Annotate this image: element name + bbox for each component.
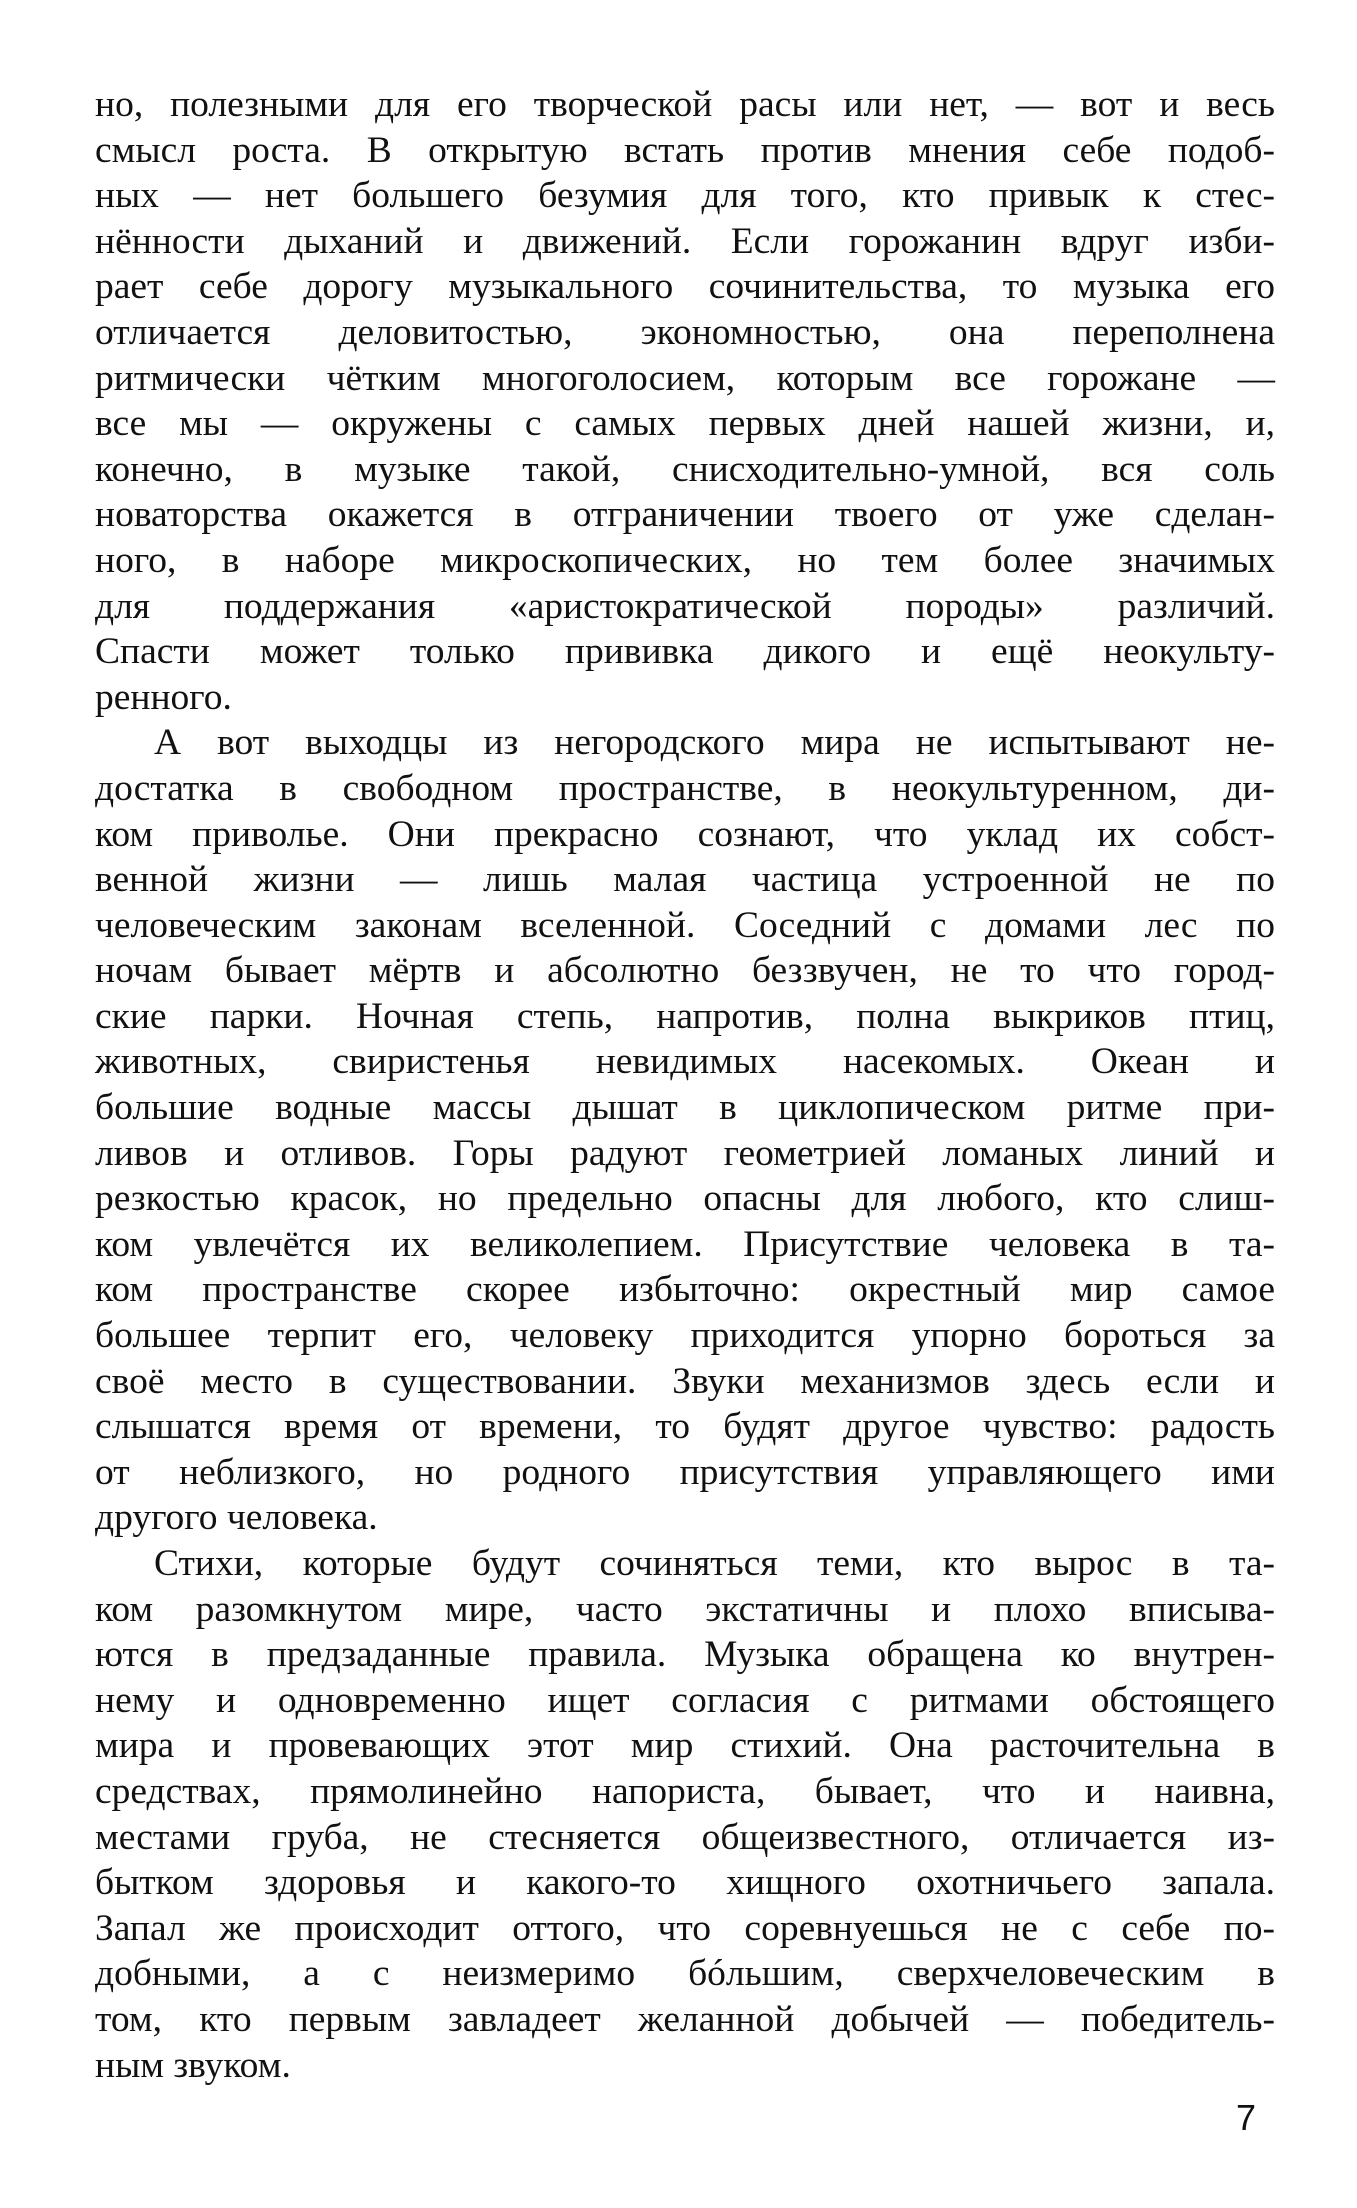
text-line: рает себе дорогу музыкального сочинительства, то музыка его xyxy=(95,266,1275,308)
text-line: бытком здоровья и какого-то хищного охотничьего запала. xyxy=(95,1862,1275,1904)
text-line: добными, а с неизмеримо бóльшим, сверхчеловеческим в xyxy=(95,1953,1275,1995)
text-line: том, кто первым завладеет желанной добычей — победитель- xyxy=(95,1998,1275,2040)
text-line: ных — нет большего безумия для того, кто привык к стес- xyxy=(95,175,1275,217)
text-line: ком пространстве скорее избыточно: окрестный мир самое xyxy=(95,1269,1275,1311)
text-line: ются в предзаданные правила. Музыка обращена ко внутрен- xyxy=(95,1634,1275,1676)
text-line: ным звуком. xyxy=(95,2044,291,2086)
text-line: ком приволье. Они прекрасно сознают, что уклад их собст- xyxy=(95,813,1275,855)
paragraph-1 xyxy=(95,82,1275,720)
text-line: большее терпит его, человеку приходится упорно бороться за xyxy=(95,1315,1275,1357)
text-line: ренного. xyxy=(95,676,232,718)
text-line: нему и одновременно ищет согласия с ритмами обстоящего xyxy=(95,1679,1275,1721)
text-line: местами груба, не стесняется общеизвестного, отличается из- xyxy=(95,1816,1275,1858)
paragraph-3 xyxy=(95,1541,1275,2088)
text-line: венной жизни — лишь малая частица устроенной не по xyxy=(95,859,1275,901)
text-line: средствах, прямолинейно напориста, бывает, что и наивна, xyxy=(95,1770,1275,1812)
text-line: нённости дыханий и движений. Если горожанин вдруг изби- xyxy=(95,220,1275,262)
text-line: от неблизкого, но родного присутствия управляющего ими xyxy=(95,1451,1275,1493)
text-line: человеческим законам вселенной. Соседний с домами лес по xyxy=(95,904,1275,946)
text-line: слышатся время от времени, то будят другое чувство: радость xyxy=(95,1406,1275,1448)
text-line: резкостью красок, но предельно опасны для любого, кто слиш- xyxy=(95,1178,1275,1220)
text-line: А вот выходцы из негородского мира не испытывают не- xyxy=(154,722,1275,764)
text-line: ливов и отливов. Горы радуют геометрией ломаных линий и xyxy=(95,1132,1275,1174)
text-line: конечно, в музыке такой, снисходительно-умной, вся соль xyxy=(95,448,1275,490)
text-line: все мы — окружены с самых первых дней нашей жизни, и, xyxy=(95,403,1275,445)
page-number: 7 xyxy=(1236,2097,1257,2138)
text-line: большие водные массы дышат в циклопическом ритме при- xyxy=(95,1087,1275,1129)
text-line: своё место в существовании. Звуки механизмов здесь если и xyxy=(95,1360,1275,1402)
text-line: ком разомкнутом мире, часто экстатичны и плохо вписыва- xyxy=(95,1588,1275,1630)
text-line: новаторства окажется в отграничении твоего от уже сделан- xyxy=(95,494,1275,536)
text-line: другого человека. xyxy=(95,1497,378,1539)
text-line: Запал же происходит оттого, что соревнуешься не с себе по- xyxy=(95,1907,1275,1949)
text-line: мира и провевающих этот мир стихий. Она расточительна в xyxy=(95,1725,1275,1767)
text-line: ного, в наборе микроскопических, но тем более значимых xyxy=(95,539,1275,581)
paragraph-2 xyxy=(95,720,1275,1541)
text-line: Стихи, которые будут сочиняться теми, кто вырос в та- xyxy=(154,1543,1275,1584)
page-body xyxy=(95,82,1275,2088)
text-line: ком увлечётся их великолепием. Присутствие человека в та- xyxy=(95,1223,1275,1265)
text-line: достатка в свободном пространстве, в неокультуренном, ди- xyxy=(95,767,1275,809)
text-line: но, полезными для его творческой расы или нет, — вот и весь xyxy=(95,84,1275,125)
text-line: для поддержания «аристократической породы» различий. xyxy=(95,585,1275,627)
text-line: Спасти может только прививка дикого и ещё неокульту- xyxy=(95,631,1275,673)
text-line: отличается деловитостью, экономностью, она переполнена xyxy=(95,311,1275,353)
text-line: смысл роста. В открытую встать против мнения себе подоб- xyxy=(95,129,1275,171)
text-line: ритмически чётким многоголосием, которым все горожане — xyxy=(95,357,1275,399)
text-line: ночам бывает мёртв и абсолютно беззвучен, не то что город- xyxy=(95,950,1275,992)
text-line: ские парки. Ночная степь, напротив, полна выкриков птиц, xyxy=(95,995,1275,1037)
text-line: животных, свиристенья невидимых насекомых. Океан и xyxy=(95,1041,1275,1083)
